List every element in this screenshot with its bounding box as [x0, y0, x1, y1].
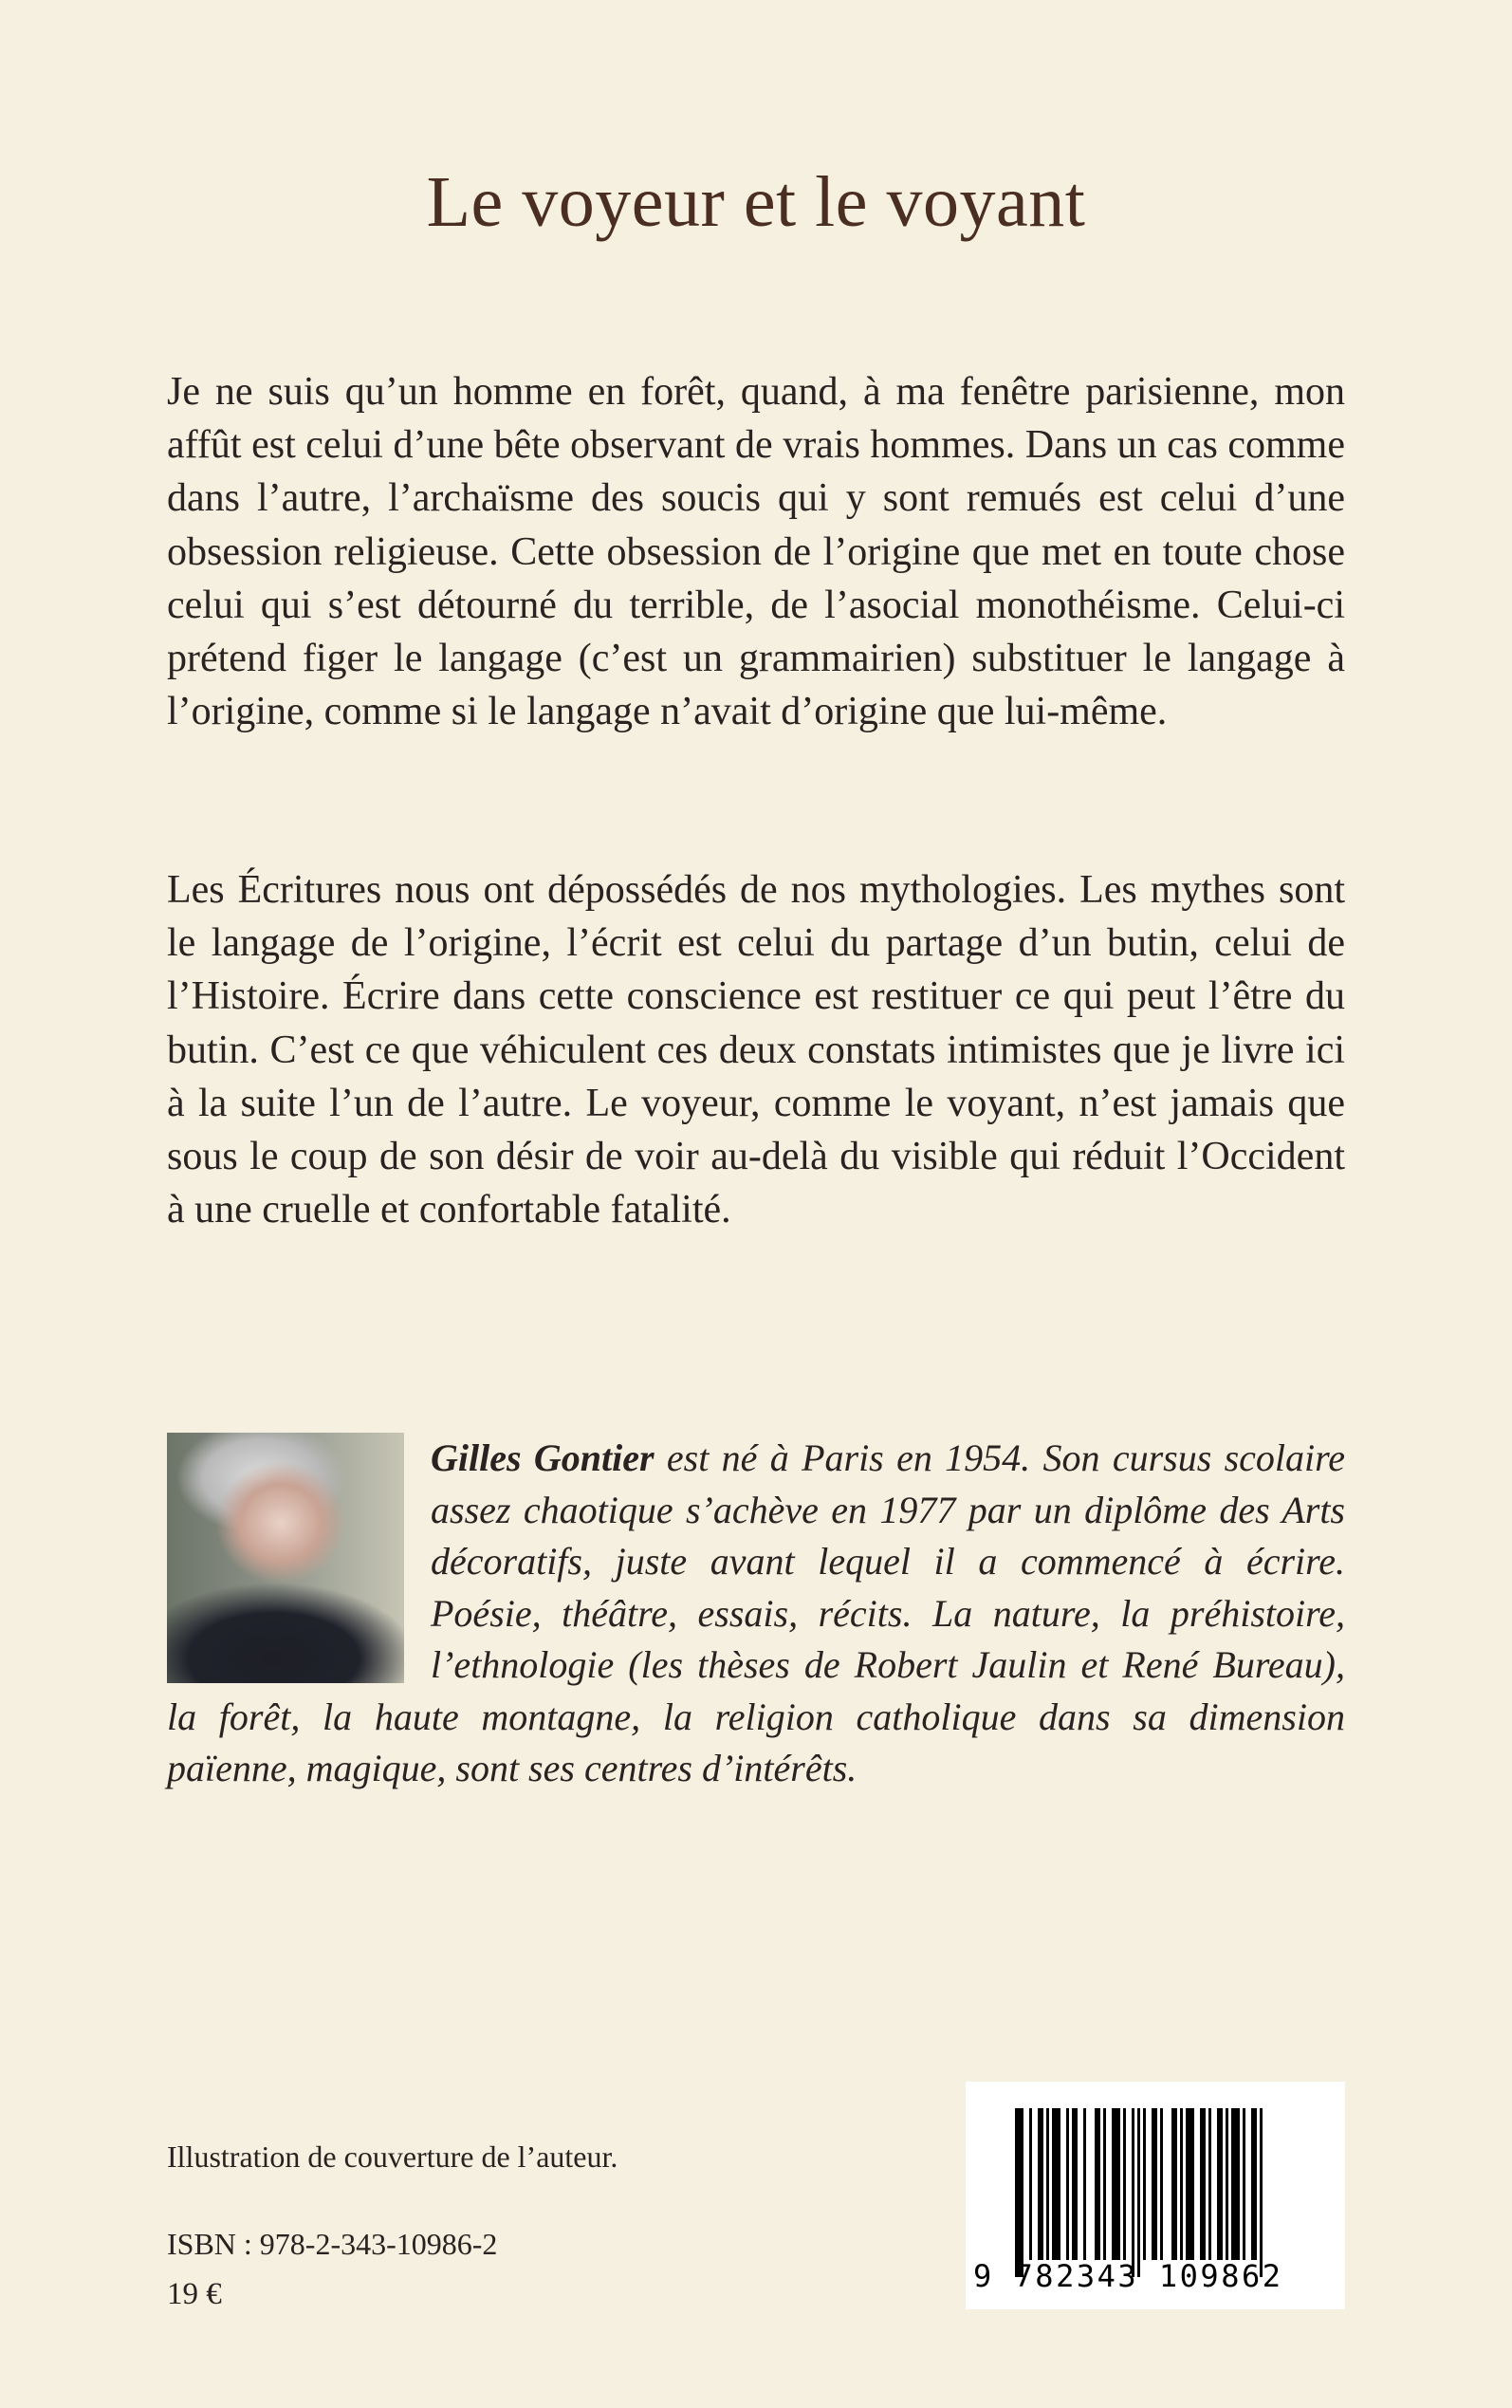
barcode-bar [1123, 2108, 1126, 2260]
barcode-bar [1052, 2108, 1060, 2260]
barcode-bar [1200, 2108, 1206, 2260]
barcode-bar [1103, 2108, 1106, 2260]
price: 19 € [167, 2277, 222, 2311]
barcode-bar [1180, 2108, 1183, 2260]
barcode-bar [1260, 2108, 1263, 2277]
barcode-digits: 9 782343 109862 [973, 2258, 1283, 2294]
summary-paragraph-1: Je ne suis qu’un homme en forêt, quand, à ma fenêtre parisienne, mon affût est celui d’une bête observant de vrais hommes. Dans un cas comme dans l’autre, l’archaïsme des soucis qui y sont remués est celui d’une obsession religieuse. Cette obsession de l’origine que met en toute chose celui qui s’est détourné du terrible, de l’asocial monothéisme. Celui-ci prétend figer le langage (c’est un grammairien) substituer le langage à l’origine, comme si le langage n’avait d’origine que lui-même. [167, 370, 1345, 734]
barcode-bar [1095, 2108, 1100, 2260]
author-photo [167, 1433, 404, 1683]
book-title: Le voyeur et le voyant [426, 162, 1086, 242]
barcode-bar [1217, 2108, 1223, 2260]
barcode-bar [1038, 2108, 1043, 2260]
author-bio-text: est né à Paris en 1954. Son cursus scolaire assez chaotique s’achève en 1977 par un diplôme des Arts décoratifs, juste avant lequel il a commencé à écrire. Poésie, théâtre, essais, récits. La nature, la préhistoire, l’ethnologie (les thèses de Robert Jaulin et René Bureau), la forêt, la haute montagne, la religion catholique dans sa dimension païenne, magique, sont ses centres d’intérêts. [167, 1436, 1345, 1789]
barcode-bar [1083, 2108, 1086, 2260]
barcode-bar [1066, 2108, 1069, 2260]
barcode-bar [1243, 2108, 1245, 2260]
barcode-bar [1132, 2108, 1134, 2277]
cover-credit: Illustration de couverture de l’auteur. [167, 2139, 618, 2174]
barcode-bar [1208, 2108, 1211, 2260]
barcode-bars [1015, 2108, 1300, 2260]
isbn: ISBN : 978-2-343-10986-2 [167, 2227, 498, 2261]
barcode-bar [1112, 2108, 1120, 2260]
barcode-bar [1072, 2108, 1078, 2260]
barcode-bar [1226, 2108, 1228, 2260]
barcode-bar [1186, 2108, 1194, 2260]
barcode-bar [1251, 2108, 1257, 2260]
barcode-bar [1152, 2108, 1157, 2260]
barcode-bar [1171, 2108, 1177, 2260]
barcode-bar [1029, 2108, 1032, 2260]
author-bio [167, 1433, 1345, 1795]
barcode-bar [1160, 2108, 1163, 2260]
barcode-bar [1137, 2108, 1140, 2277]
barcode-bar [1046, 2108, 1049, 2260]
barcode-bar [1231, 2108, 1240, 2260]
barcode-bar [1015, 2108, 1023, 2277]
barcode [966, 2082, 1345, 2309]
barcode-bar [1143, 2108, 1146, 2260]
summary-paragraph-2: Les Écritures nous ont dépossédés de nos mythologies. Les mythes sont le langage de l’origine, l’écrit est celui du partage d’un butin, celui de l’Histoire. Écrire dans cette conscience est restituer ce qui peut l’être du butin. C’est ce que véhiculent ces deux constats intimistes que je livre ici à la suite l’un de l’autre. Le voyeur, comme le voyant, n’est jamais que sous le coup de son désir de voir au-delà du visible qui réduit l’Occident à une cruelle et confortable fatalité. [167, 868, 1345, 1232]
author-name: Gilles Gontier [431, 1436, 655, 1479]
